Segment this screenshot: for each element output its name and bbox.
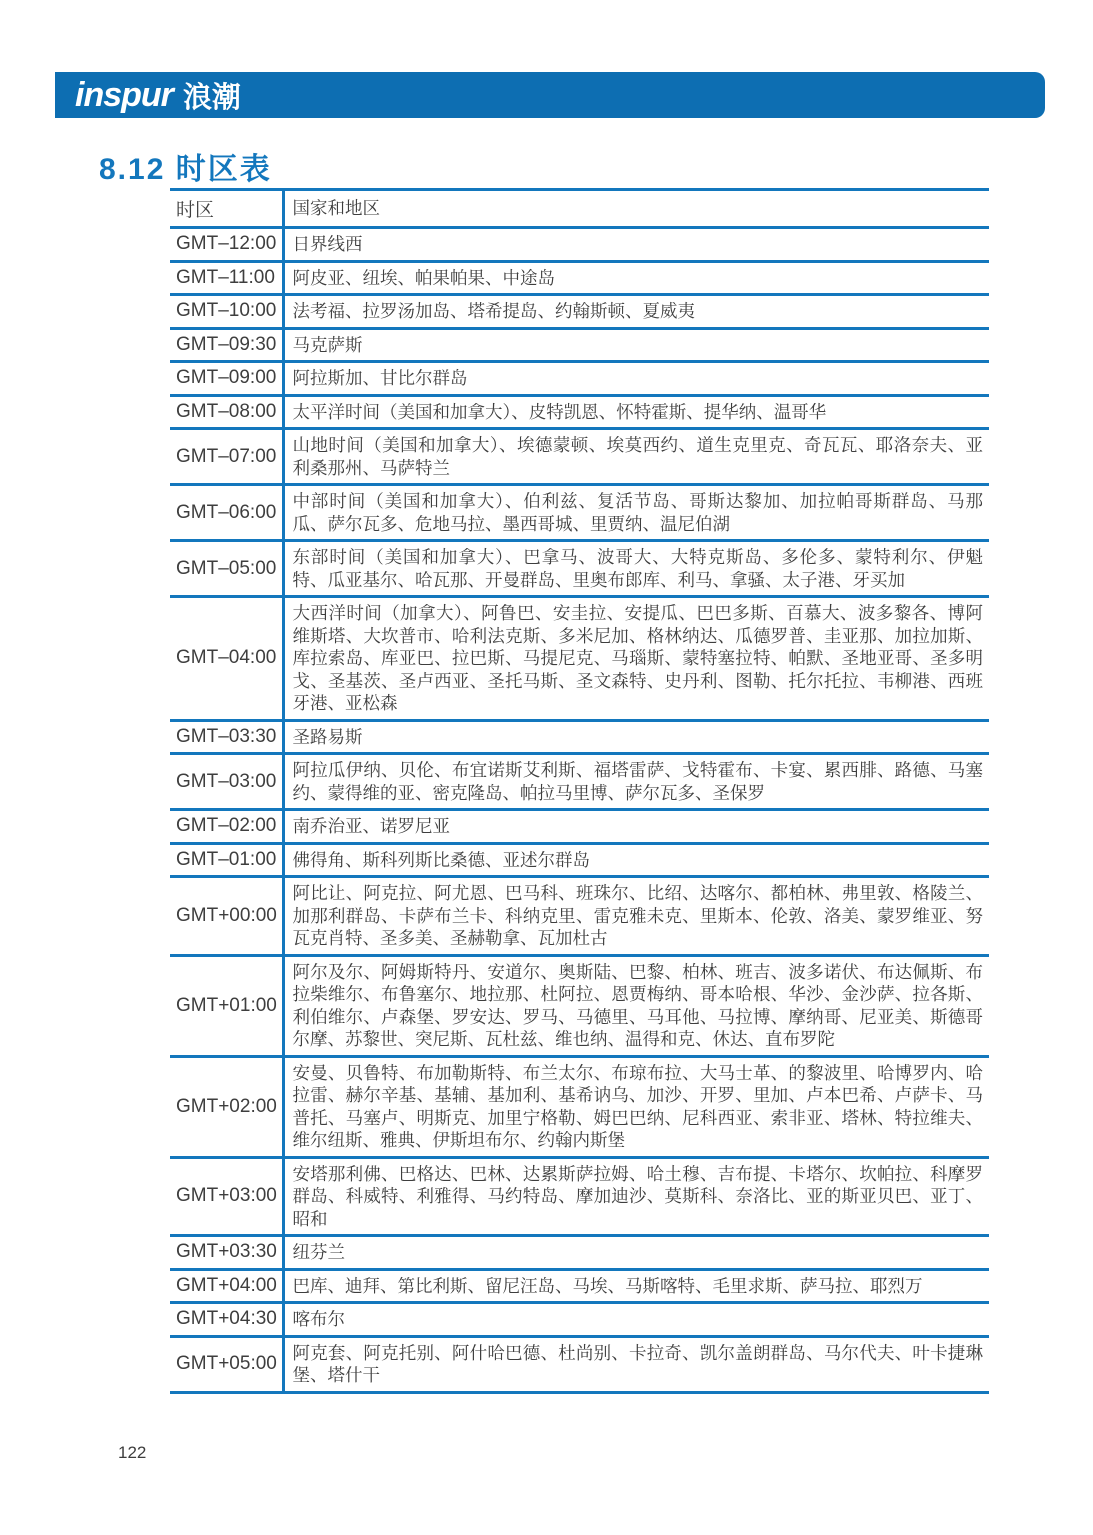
timezone-cell: GMT–01:00 [170,843,283,877]
column-header-regions: 国家和地区 [292,198,380,219]
timezone-table [170,188,989,1394]
timezone-cell: GMT+04:00 [170,1269,283,1303]
regions-cell: 东部时间（美国和加拿大）、巴拿马、波哥大、大特克斯岛、多伦多、蒙特利尔、伊魁特、瓜亚基尔、哈瓦那、开曼群岛、里奥布郎库、利马、拿骚、太子港、牙买加 [283,541,989,597]
table-row [170,1269,989,1303]
timezone-cell: GMT–02:00 [170,810,283,844]
regions-cell: 中部时间（美国和加拿大）、伯利兹、复活节岛、哥斯达黎加、加拉帕哥斯群岛、马那瓜、萨尔瓦多、危地马拉、墨西哥城、里贾纳、温尼伯湖 [283,485,989,541]
timezone-cell: GMT–03:30 [170,720,283,754]
regions-cell: 安曼、贝鲁特、布加勒斯特、布兰太尔、布琼布拉、大马士革、的黎波里、哈博罗内、哈拉雷、赫尔辛基、基辅、基加利、基希讷乌、加沙、开罗、里加、卢本巴希、卢萨卡、马普托、马塞卢、明斯克、加里宁格勒、姆巴巴纳、尼科西亚、索非亚、塔林、特拉维夫、维尔纽斯、雅典、伊斯坦布尔、约翰内斯堡 [283,1056,989,1157]
regions-cell: 法考福、拉罗汤加岛、塔希提岛、约翰斯顿、夏威夷 [283,295,989,329]
timezone-cell: GMT–11:00 [170,261,283,295]
table-row [170,541,989,597]
section-title: 8.12 时区表 [99,153,272,186]
regions-cell: 阿尔及尔、阿姆斯特丹、安道尔、奥斯陆、巴黎、柏林、班吉、波多诺伏、布达佩斯、布拉柴维尔、布鲁塞尔、地拉那、杜阿拉、恩贾梅纳、哥本哈根、华沙、金沙萨、拉各斯、利伯维尔、卢森堡、罗安达、罗马、马德里、马耳他、马拉博、摩纳哥、尼亚美、斯德哥尔摩、苏黎世、突尼斯、瓦杜兹、维也纳、温得和克、休达、直布罗陀 [283,955,989,1056]
table-row [170,429,989,485]
table-row [170,1157,989,1236]
timezone-cell: GMT+02:00 [170,1056,283,1157]
timezone-cell: GMT–10:00 [170,295,283,329]
timezone-cell: GMT+04:30 [170,1303,283,1337]
table-row [170,485,989,541]
table-row [170,395,989,429]
table-row [170,295,989,329]
timezone-cell: GMT+03:00 [170,1157,283,1236]
timezone-cell: GMT+03:30 [170,1236,283,1270]
table-row [170,720,989,754]
regions-cell: 阿皮亚、纽埃、帕果帕果、中途岛 [283,261,989,295]
timezone-cell: GMT–04:00 [170,597,283,721]
regions-cell: 日界线西 [283,228,989,262]
table-row [170,228,989,262]
timezone-cell: GMT–07:00 [170,429,283,485]
table-row [170,810,989,844]
timezone-cell: GMT–09:00 [170,362,283,396]
table-row [170,1303,989,1337]
regions-cell: 安塔那利佛、巴格达、巴林、达累斯萨拉姆、哈土穆、吉布提、卡塔尔、坎帕拉、科摩罗群岛、科威特、利雅得、马约特岛、摩加迪沙、莫斯科、奈洛比、亚的斯亚贝巴、亚丁、昭和 [283,1157,989,1236]
table-row [170,597,989,721]
table-header-row [170,190,989,228]
regions-cell: 阿拉斯加、甘比尔群岛 [283,362,989,396]
inspur-logo-chinese: 浪潮 [182,81,241,114]
inspur-logo: inspur [75,75,173,114]
table-row [170,843,989,877]
regions-cell: 圣路易斯 [283,720,989,754]
column-header-timezone: 时区 [170,190,283,228]
regions-cell: 喀布尔 [283,1303,989,1337]
timezone-cell: GMT+00:00 [170,877,283,956]
brand-header-bar [55,72,1045,118]
regions-cell: 纽芬兰 [283,1236,989,1270]
regions-cell: 阿比让、阿克拉、阿尤恩、巴马科、班珠尔、比绍、达喀尔、都柏林、弗里敦、格陵兰、加那利群岛、卡萨布兰卡、科纳克里、雷克雅未克、里斯本、伦敦、洛美、蒙罗维亚、努瓦克肖特、圣多美、圣赫勒拿、瓦加杜古 [283,877,989,956]
table-row [170,261,989,295]
regions-cell: 山地时间（美国和加拿大）、埃德蒙顿、埃莫西约、道生克里克、奇瓦瓦、耶洛奈夫、亚利桑那州、马萨特兰 [283,429,989,485]
regions-cell: 佛得角、斯科列斯比桑德、亚述尔群岛 [283,843,989,877]
table-row [170,754,989,810]
timezone-cell: GMT–09:30 [170,328,283,362]
table-row [170,1336,989,1392]
page-number: 122 [118,1443,147,1462]
timezone-cell: GMT–06:00 [170,485,283,541]
table-row [170,955,989,1056]
timezone-cell: GMT–05:00 [170,541,283,597]
timezone-cell: GMT+05:00 [170,1336,283,1392]
regions-cell: 南乔治亚、诺罗尼亚 [283,810,989,844]
table-row [170,1236,989,1270]
regions-cell: 大西洋时间（加拿大）、阿鲁巴、安圭拉、安提瓜、巴巴多斯、百慕大、波多黎各、博阿维斯塔、大坎普市、哈利法克斯、多米尼加、格林纳达、瓜德罗普、圭亚那、加拉加斯、库拉索岛、库亚巴、拉巴斯、马提尼克、马瑙斯、蒙特塞拉特、帕默、圣地亚哥、圣多明戈、圣基茨、圣卢西亚、圣托马斯、圣文森特、史丹利、图勒、托尔托拉、韦柳港、西班牙港、亚松森 [283,597,989,721]
table-row [170,362,989,396]
regions-cell: 阿克套、阿克托别、阿什哈巴德、杜尚别、卡拉奇、凯尔盖朗群岛、马尔代夫、叶卡捷琳堡、塔什干 [283,1336,989,1392]
regions-cell: 马克萨斯 [283,328,989,362]
regions-cell: 阿拉瓜伊纳、贝伦、布宜诺斯艾利斯、福塔雷萨、戈特霍布、卡宴、累西腓、路德、马塞约、蒙得维的亚、密克隆岛、帕拉马里博、萨尔瓦多、圣保罗 [283,754,989,810]
table-row [170,877,989,956]
regions-cell: 太平洋时间（美国和加拿大）、皮特凯恩、怀特霍斯、提华纳、温哥华 [283,395,989,429]
table-row [170,1056,989,1157]
timezone-cell: GMT+01:00 [170,955,283,1056]
table-row [170,328,989,362]
timezone-cell: GMT–03:00 [170,754,283,810]
timezone-cell: GMT–08:00 [170,395,283,429]
timezone-cell: GMT–12:00 [170,228,283,262]
regions-cell: 巴库、迪拜、第比利斯、留尼汪岛、马埃、马斯喀特、毛里求斯、萨马拉、耶烈万 [283,1269,989,1303]
